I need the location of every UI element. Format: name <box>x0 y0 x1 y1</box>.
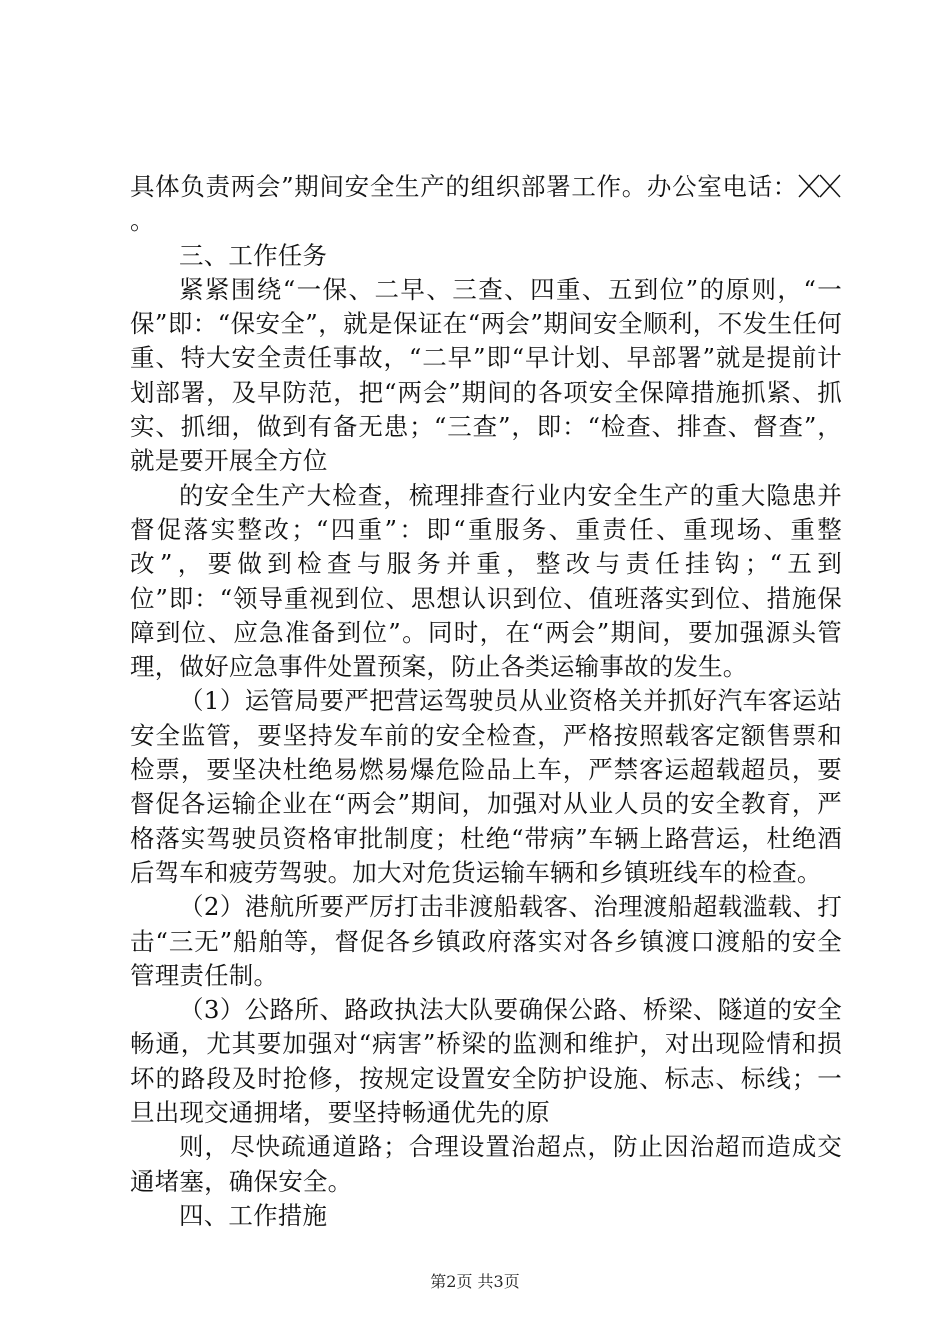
list-item-highway-office: （3）公路所、路政执法大队要确保公路、桥梁、隧道的安全畅通，尤其要加强对“病害”桥梁的监测和维护，对出现险情和损坏的路段及时抢修，按规定设置安全防护设施、标志、标线；一旦出现交通拥堵，要坚持畅通优先的原 <box>130 995 842 1128</box>
section-heading-tasks: 三、工作任务 <box>179 240 328 270</box>
paragraph-principles: 紧紧围绕“一保、二早、三查、四重、五到位”的原则，“一保”即：“保安全”，就是保证在“两会”期间安全顺利，不发生任何重、特大安全责任事故，“二早”即“早计划、早部署”就是提前计划部署，及早防范，把“两会”期间的各项安全保障措施抓紧、抓实、抓细，做到有备无患；“三查”，即：“检查、排查、督查”，就是要开展全方位 <box>130 274 842 476</box>
paragraph-suffix: 。 <box>130 206 155 236</box>
paragraph-office-phone <box>130 170 842 239</box>
paragraph-text: 具体负责两会”期间安全生产的组织部署工作。办公室电话： <box>130 172 798 201</box>
document-body <box>130 170 842 1233</box>
list-item-transport-bureau: （1）运管局要严把营运驾驶员从业资格关并抓好汽车客运站安全监管，要坚持发车前的安全检查，严格按照载客定额售票和检票，要坚决杜绝易燃易爆危险品上车，严禁客运超载超员，要督促各运输企业在“两会”期间，加强对从业人员的安全教育，严格落实驾驶员资格审批制度；杜绝“带病”车辆上路营运，杜绝酒后驾车和疲劳驾驶。加大对危货运输车辆和乡镇班线车的检查。 <box>130 686 842 887</box>
paragraph-inspection: 的安全生产大检查，梳理排查行业内安全生产的重大隐患并督促落实整改；“四重”：即“重服务、重责任、重现场、重整改”，要做到检查与服务并重，整改与责任挂钩；“五到位”即：“领导重视到位、思想认识到位、值班落实到位、措施保障到位、应急准备到位”。同时，在“两会”期间，要加强源头管理，做好应急事件处置预案，防止各类运输事故的发生。 <box>130 480 842 682</box>
page-footer: 第2页 共3页 <box>430 1272 520 1291</box>
list-item-port-office: （2）港航所要严厉打击非渡船载客、治理渡船超载滥载、打击“三无”船舶等，督促各乡镇政府落实对各乡镇渡口渡船的安全管理责任制。 <box>130 892 842 990</box>
paragraph-continuation: 则，尽快疏通道路；合理设置治超点，防止因治超而造成交通堵塞，确保安全。 <box>130 1132 842 1196</box>
section-heading-measures: 四、工作措施 <box>179 1200 328 1230</box>
redacted-phone-mark-icon <box>798 174 842 198</box>
